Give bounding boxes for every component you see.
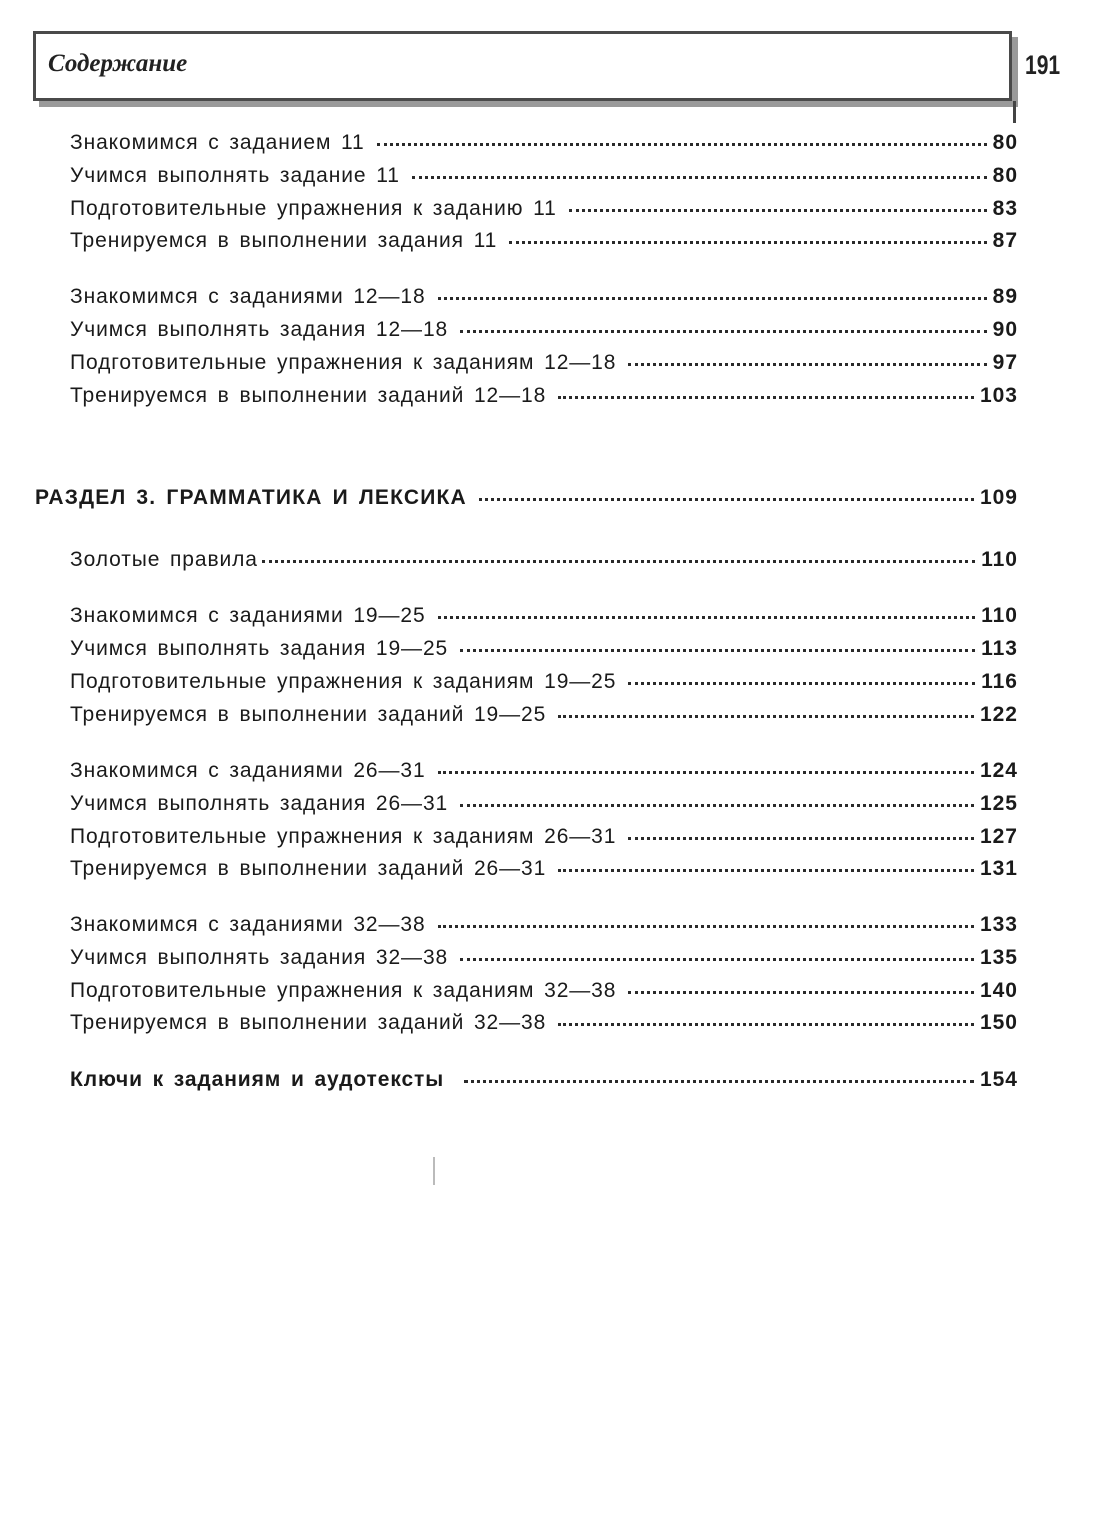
toc-entry[interactable] (70, 197, 1018, 227)
dot-leader (460, 956, 974, 961)
toc-entry[interactable] (70, 913, 1018, 943)
toc-entry[interactable] (70, 229, 1018, 259)
dot-leader (628, 680, 975, 685)
toc-entry-title: Знакомимся с заданиями 32—38 (70, 913, 426, 936)
toc-entry-page: 116 (981, 670, 1018, 693)
toc-entry-page: 110 (981, 604, 1018, 627)
dot-leader (460, 802, 974, 807)
toc-entry-title: Знакомимся с заданиями 26—31 (70, 759, 426, 782)
dot-leader (558, 713, 974, 718)
dot-leader (464, 1078, 974, 1083)
toc-entry-page: 103 (979, 384, 1018, 407)
toc-entry-title: Тренируемся в выполнении заданий 32—38 (70, 1011, 547, 1034)
toc-entry-title: Учимся выполнять задания 19—25 (70, 637, 449, 660)
dot-leader (558, 394, 974, 399)
toc-entry-page: 135 (979, 946, 1018, 969)
toc-entry-page: 140 (979, 979, 1018, 1002)
toc-entry[interactable] (70, 164, 1018, 194)
toc-entry[interactable] (70, 759, 1018, 789)
dot-leader (438, 923, 974, 928)
toc-entry-title: Учимся выполнять задания 26—31 (70, 792, 449, 815)
toc-entry[interactable] (70, 1011, 1018, 1041)
toc-entry-page: 113 (981, 637, 1018, 660)
toc-entry-title: Учимся выполнять задание 11 (70, 164, 400, 187)
dot-leader (558, 1021, 974, 1026)
toc-entry-page: 110 (981, 548, 1018, 571)
toc-entry-page: 125 (979, 792, 1018, 815)
toc-entry[interactable] (70, 670, 1018, 700)
toc-entry-title: Тренируемся в выполнении заданий 12—18 (70, 384, 547, 407)
toc-entry[interactable] (70, 703, 1018, 733)
toc-entry[interactable] (70, 285, 1018, 315)
toc-entry-page: 80 (992, 164, 1018, 187)
toc-entry-keys[interactable] (70, 1068, 1018, 1098)
dot-leader (479, 496, 974, 501)
dot-leader (628, 361, 986, 366)
section-page: 109 (979, 486, 1018, 509)
toc-entry-page: 89 (992, 285, 1018, 308)
toc-entry-page: 80 (992, 131, 1018, 154)
header-title: Содержание (48, 50, 188, 77)
toc-entry-page: 154 (979, 1068, 1018, 1091)
toc-entry-title: Золотые правила (70, 548, 258, 571)
toc-entry[interactable] (70, 351, 1018, 381)
toc-entry-page: 122 (979, 703, 1018, 726)
dot-leader (438, 614, 976, 619)
toc-entry-title: Подготовительные упражнения к заданиям 19—25 (70, 670, 617, 693)
toc-entry-title: Знакомимся с заданием 11 (70, 131, 365, 154)
dot-leader (460, 647, 975, 652)
toc-entry-title: Тренируемся в выполнении заданий 19—25 (70, 703, 547, 726)
toc-section-heading[interactable] (35, 486, 1018, 516)
toc-entry-title: Учимся выполнять задания 32—38 (70, 946, 449, 969)
toc-entry-page: 150 (979, 1011, 1018, 1034)
toc-entry-page: 83 (992, 197, 1018, 220)
toc-entry-page: 90 (992, 318, 1018, 341)
toc-entry-page: 131 (979, 857, 1018, 880)
scan-artifact (433, 1157, 435, 1185)
toc-entry-title: Тренируемся в выполнении заданий 26—31 (70, 857, 547, 880)
dot-leader (377, 141, 987, 146)
dot-leader (509, 239, 986, 244)
dot-leader (569, 207, 987, 212)
dot-leader (412, 174, 987, 179)
toc-entry[interactable] (70, 825, 1018, 855)
toc-entry[interactable] (70, 857, 1018, 887)
toc-entry-title: Подготовительные упражнения к заданиям 26—31 (70, 825, 617, 848)
dot-leader (438, 769, 974, 774)
dot-leader (558, 867, 974, 872)
section-title: РАЗДЕЛ 3. ГРАММАТИКА И ЛЕКСИКА (35, 486, 467, 509)
toc-entry-page: 133 (979, 913, 1018, 936)
toc-entry-title: Знакомимся с заданиями 12—18 (70, 285, 426, 308)
toc-entry-page: 97 (992, 351, 1018, 374)
scan-artifact (1013, 101, 1016, 123)
toc-entry[interactable] (70, 637, 1018, 667)
dot-leader (460, 328, 987, 333)
toc-entry[interactable] (70, 548, 1018, 578)
toc-entry-page: 124 (979, 759, 1018, 782)
toc-entry-title: Тренируемся в выполнении задания 11 (70, 229, 498, 252)
dot-leader (262, 558, 975, 563)
toc-entry[interactable] (70, 604, 1018, 634)
header-box (33, 31, 1012, 101)
toc-entry[interactable] (70, 979, 1018, 1009)
toc-entry-title: Знакомимся с заданиями 19—25 (70, 604, 426, 627)
toc-entry[interactable] (70, 131, 1018, 161)
toc-entry-page: 87 (992, 229, 1018, 252)
toc-entry[interactable] (70, 946, 1018, 976)
toc-entry[interactable] (70, 792, 1018, 822)
toc-entry-title: Подготовительные упражнения к заданию 11 (70, 197, 557, 220)
dot-leader (628, 989, 974, 994)
toc-entry[interactable] (70, 318, 1018, 348)
toc-entry[interactable] (70, 384, 1018, 414)
toc-entry-title: Ключи к заданиям и аудотексты (70, 1068, 445, 1091)
toc-entry-title: Учимся выполнять задания 12—18 (70, 318, 449, 341)
toc-entry-title: Подготовительные упражнения к заданиям 32—38 (70, 979, 617, 1002)
dot-leader (628, 835, 974, 840)
toc-entry-title: Подготовительные упражнения к заданиям 12—18 (70, 351, 617, 374)
dot-leader (438, 295, 987, 300)
page-number: 191 (1025, 50, 1061, 80)
toc-entry-page: 127 (979, 825, 1018, 848)
